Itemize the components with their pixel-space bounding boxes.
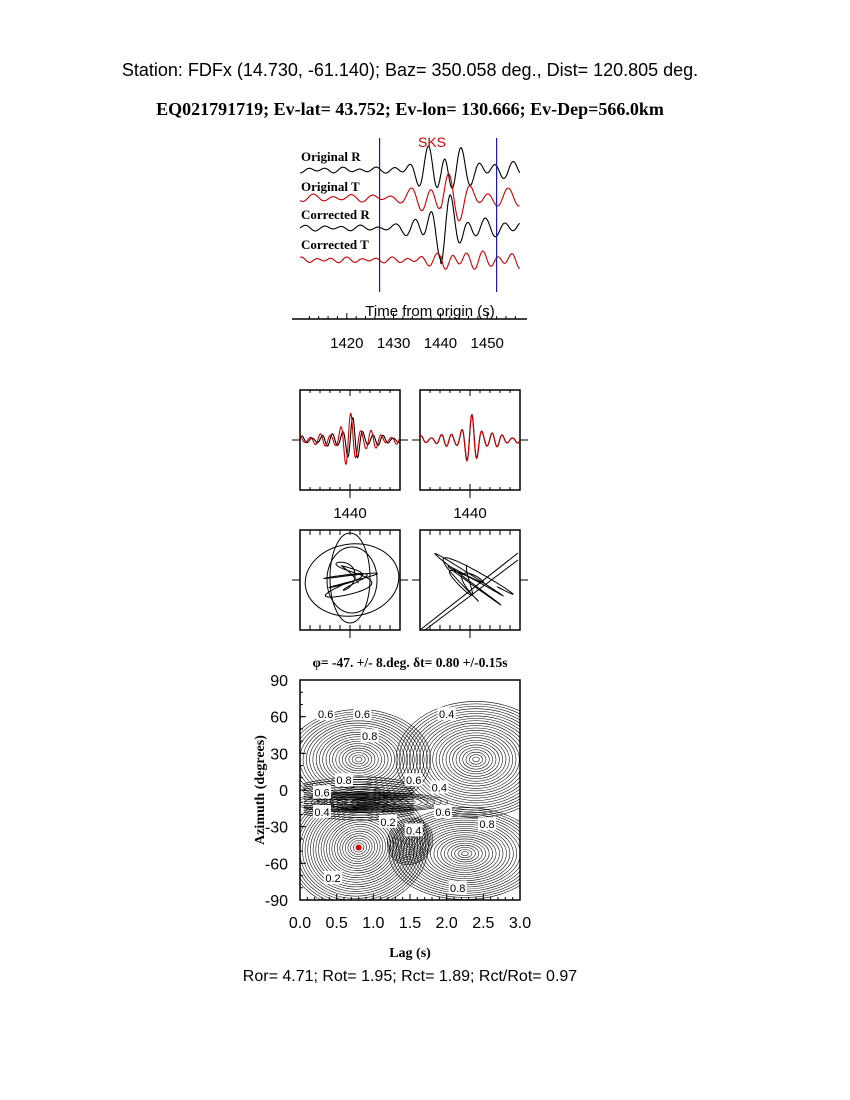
time-tick-label: 1420 [330,335,364,352]
contour-label: 0.6 [435,807,451,819]
contour-label: 0.8 [479,819,495,832]
contour-line [396,701,556,817]
contour-line [424,828,507,878]
contour-label: 0.8 [450,882,466,895]
trace-label: Original T [301,179,360,194]
azimuth-tick-label: -90 [264,893,288,910]
azimuth-tick-label: -30 [264,819,288,837]
lag-tick-label: 2.5 [472,915,495,932]
waveform-curves [300,413,520,464]
contour-label: 0.8 [336,775,352,788]
lag-tick-label: 1.5 [398,915,422,932]
contour-line [417,824,514,883]
contour-line [451,845,479,862]
trace-label: Corrected T [301,237,369,252]
waveform-tick-label: 1440 [453,505,487,522]
contour-line [463,750,490,769]
waveform-panels [292,390,528,522]
contour-label: 0.6 [354,709,370,722]
lag-axis-label: Lag (s) [389,946,431,961]
waveform-tick-label: 1440 [333,505,367,522]
contour-label: 0.2 [380,816,396,829]
contour-line [459,747,492,771]
contour-label: 0.4 [439,709,455,722]
splitting-result-title: φ= -47. +/- 8.deg. δt= 0.80 +/-0.15s [312,655,508,670]
contour-label: 0.6 [406,775,422,788]
particle-motion-curves [300,533,518,630]
waveform-frame-ticks [292,390,528,498]
particle-motion-ellipse [300,538,403,622]
particle-motion-trace [425,560,518,630]
particle-motion-trace [420,553,518,630]
contour-line [408,839,413,844]
particle-motion-frame-original [300,530,400,630]
lag-tick-label: 0.0 [288,915,312,932]
contour-line [469,755,482,765]
contour-line [444,841,485,866]
azimuth-axis-label: Azimuth (degrees) [253,735,268,845]
azimuth-tick-label: -60 [264,856,288,874]
contour-line [446,738,506,782]
trace-label: Original R [301,149,361,164]
contour-line [427,831,503,877]
contour-line [434,835,496,873]
time-tick-label: 1440 [423,335,458,352]
azimuth-tick-label: 0 [279,783,288,800]
lag-tick-label: 3.0 [508,915,532,932]
contour-panel [253,655,556,961]
time-axis-label: Time from origin (s) [365,303,495,320]
trace-label: Corrected R [301,207,370,222]
particle-motion-trace [435,554,513,605]
contour-line [413,822,517,885]
contour-line [332,741,384,777]
contour-line [346,750,372,768]
ratio-summary: Ror= 4.71; Rot= 1.95; Rct= 1.89; Rct/Rot= 0.97 [242,968,578,985]
contour-line [406,709,546,811]
contour-label: 0.4 [314,807,330,819]
contour-line [306,723,411,796]
contour-line [449,740,502,779]
particle-motion-panels [292,530,528,638]
contour-line [436,730,516,788]
contour-label: 0.6 [314,787,330,800]
contour-line [458,849,472,857]
contour-line [342,748,375,771]
contour-label: 0.2 [325,873,341,885]
contour-line [352,755,365,764]
azimuth-tick-label: 90 [270,673,288,690]
contour-label: 0.4 [431,782,447,795]
contour-line [473,757,480,762]
contour-line [448,843,483,864]
trace-line [300,251,520,269]
contour-line [403,706,550,812]
contour-line [290,712,427,807]
contour-line [456,745,496,774]
contour-line [355,757,362,762]
contour-line [462,851,469,855]
station-info-line: Station: FDFx (14.730, -61.140); Baz= 350.058 deg., Dist= 120.805 deg. [121,60,699,80]
lag-tick-label: 1.0 [362,915,385,932]
contour-line [339,746,378,773]
contour-line [437,837,492,870]
azimuth-tick-label: 30 [270,746,288,764]
contour-line [439,733,512,786]
trace-line [300,195,520,264]
lag-tick-label: 0.5 [325,915,348,932]
time-tick-label: 1450 [470,335,504,352]
time-tick-label: 1430 [376,335,411,352]
azimuth-tick-label: 60 [270,709,288,727]
contour-label: 0.4 [406,825,422,838]
contour-label: 0.8 [362,731,378,744]
phase-label: SKS [417,134,447,150]
lag-tick-label: 2.0 [435,915,458,932]
event-info-line: EQ021791719; Ev-lat= 43.752; Ev-lon= 130.666; Ev-Dep=566.0km [156,99,664,119]
seismogram-panel [292,134,527,352]
particle-motion-frame-corrected [420,530,520,630]
contour-label: 0.6 [318,709,334,722]
waveform-line [300,418,400,458]
contour-line [310,725,408,793]
best-fit-marker [356,844,362,850]
contour-line [304,802,414,803]
